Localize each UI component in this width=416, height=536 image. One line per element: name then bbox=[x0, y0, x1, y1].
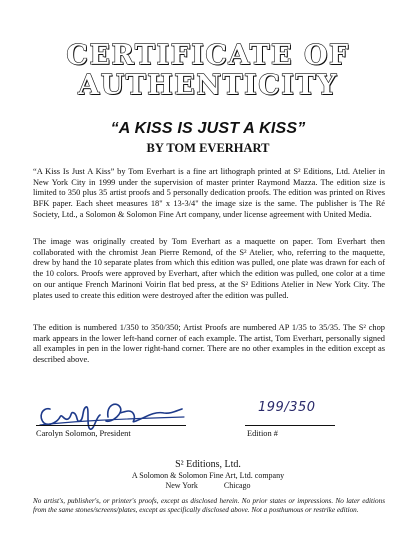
certificate-heading-line2: AUTHENTICITY bbox=[78, 70, 338, 101]
disclaimer-text: No artist's, publisher's, or printer's proofs, except as disclosed herein. No prior states or impressions. No later editions from the same stones/screens/plates, except as specifically disclosed above. Not a posthumous or restrike edition. bbox=[33, 497, 385, 515]
signer-label: Carolyn Solomon, President bbox=[36, 429, 131, 438]
certificate-heading-line1: CERTIFICATE OF bbox=[66, 40, 350, 71]
president-signature bbox=[36, 391, 186, 433]
paragraph-edition-details: “A Kiss Is Just A Kiss” by Tom Everhart is a fine art lithograph printed at S² Editions, Ltd. Atelier in New York City in 1999 under the supervision of master printer Raymond Mazza. The edition size is limited to 350 plus 35 artist proofs and 5 personally dedication proofs. The edition was printed on Rives BFK paper. Each sheet measures 18" x 13-3/4" the image size is the same. The publisher is The Ré Society, Ltd., a Solomon & Solomon Fine Art company, under license agreement with United Media. bbox=[33, 167, 385, 219]
company-name: S² Editions, Ltd. bbox=[175, 459, 241, 470]
artwork-title: “A KISS IS JUST A KISS” bbox=[110, 120, 306, 137]
city-chicago: Chicago bbox=[223, 481, 251, 490]
edition-line bbox=[245, 425, 335, 426]
artist-byline: BY TOM EVERHART bbox=[146, 141, 270, 155]
signature-line bbox=[36, 425, 186, 426]
company-subtitle: A Solomon & Solomon Fine Art, Ltd. company bbox=[131, 471, 285, 480]
company-cities bbox=[0, 481, 416, 491]
edition-number-handwritten: 199/350 bbox=[258, 400, 316, 415]
paragraph-creation-process: The image was originally created by Tom Everhart as a maquette on paper. Tom Everhart then collaborated with the chromist Jean Pierre Remond, of the S² Atelier, who, referring to the maquette, drew by hand the 10 separate plates from which this edition was pulled, one plate was drawn for each of the 10 colors. Proofs were approved by Everhart, after which the edition was pulled, one color at a time on our antique French Marinoni Voirin flat bed press, at the S² Editions Atelier in New York City. The plates used to create this edition were destroyed after the edition was pulled. bbox=[33, 237, 385, 300]
city-new-york: New York bbox=[165, 481, 198, 490]
edition-label: Edition # bbox=[247, 429, 278, 438]
company-block bbox=[0, 458, 416, 491]
paragraph-numbering: The edition is numbered 1/350 to 350/350; Artist Proofs are numbered AP 1/35 to 35/35. The S² chop mark appears in the lower left-hand corner of each example. The artist, Tom Everhart, personally signed all examples in pen in the lower right-hand corner. There are no other examples in the edition except as described above. bbox=[33, 323, 385, 365]
